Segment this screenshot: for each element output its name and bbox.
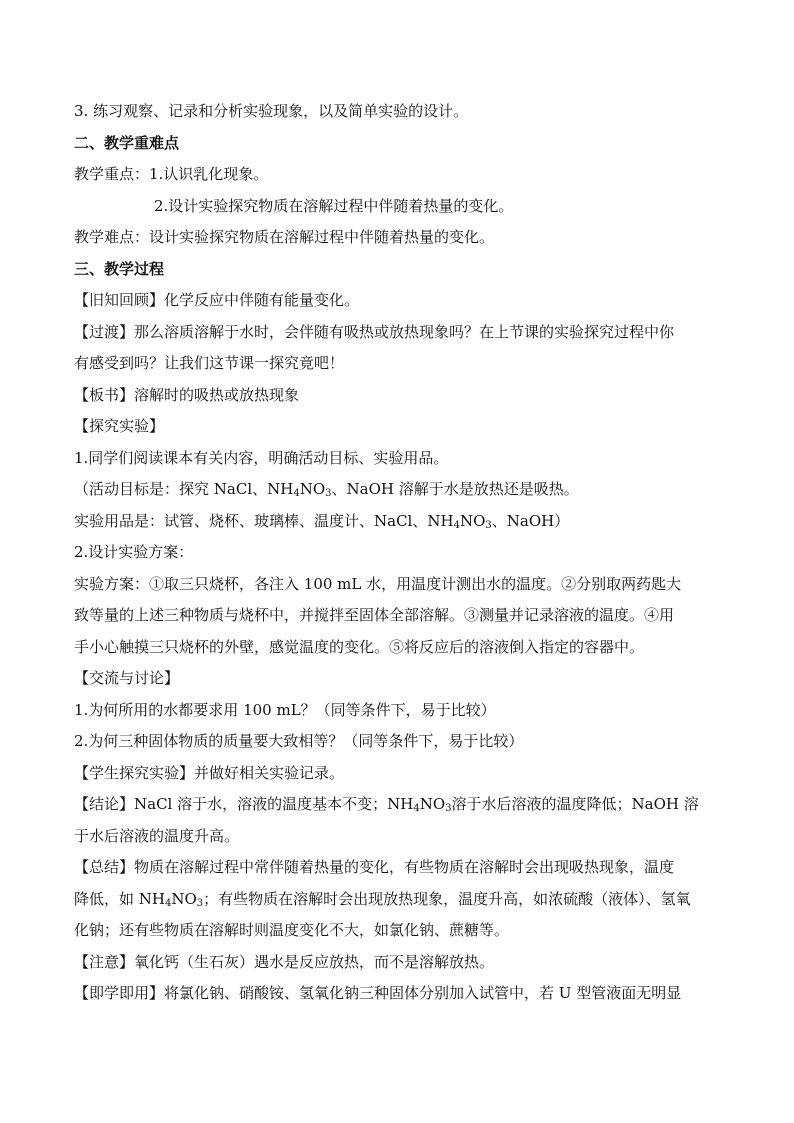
goal-text-b: NO [299, 480, 326, 498]
apply-paragraph [74, 978, 724, 1010]
difficult-point: 教学难点：设计实验探究物质在溶解过程中伴随着热量的变化。 [74, 228, 495, 246]
document-page [74, 96, 724, 1010]
conclusion-text-c: 溶于水后溶液的温度降低；NaOH 溶 [451, 795, 699, 813]
transition-tag: 【过渡】 [74, 322, 135, 341]
summary-sub-1: 4 [164, 897, 172, 909]
key-point-1: 教学重点：1.认识乳化现象。 [74, 165, 269, 183]
objective-3: 3. 练习观察、记录和分析实验现象，以及简单实验的设计。 [74, 102, 469, 120]
key-point-2: 2.设计实验探究物质在溶解过程中伴随着热量的变化。 [154, 196, 514, 215]
goal-text-a: （活动目标是：探究 NaCl、NH [74, 480, 294, 498]
apply-tag: 【即学即用】 [74, 984, 165, 1002]
conclusion-sub-1: 4 [413, 803, 420, 814]
conclusion-text-b: NO [419, 795, 446, 813]
transition-text-1: 那么溶质溶解于水时，会伴随有吸热或放热现象吗？在上节课的实验探究过程中你 [134, 322, 675, 341]
discussion-question-1: 1.为何所用的水都要求用 100 mL？（同等条件下，易于比较） [74, 700, 496, 719]
summary-tag: 【总结】 [74, 858, 135, 876]
note-tag: 【注意】 [74, 952, 135, 971]
summary-line-1 [74, 852, 724, 884]
explore-step-1: 1.同学们阅读课本有关内容，明确活动目标、实验用品。 [74, 448, 449, 467]
conclusion-tag: 【结论】 [74, 795, 135, 813]
discussion-tag: 【交流与讨论】 [74, 669, 180, 687]
goal-sub-1: 4 [293, 488, 300, 499]
plan-line-1: 实验方案：①取三只烧杯，各注入 100 mL 水，用温度计测出水的温度。②分别取两药匙大 [74, 574, 682, 593]
student-experiment [74, 758, 724, 790]
section-heading-2: 二、教学重难点 [74, 133, 180, 152]
section-heading-3: 三、教学过程 [74, 259, 165, 278]
conclusion-line-2: 于水后溶液的温度升高。 [74, 826, 240, 845]
student-text: 并做好相关实验记录。 [194, 763, 345, 782]
items-text-a: 实验用品是：试管、烧杯、玻璃棒、温度计、NaCl、NH [74, 511, 454, 530]
goal-text-c: 、NaOH 溶解于水是放热还是吸热。 [331, 480, 579, 498]
conclusion-sub-2: 3 [445, 803, 452, 814]
apply-text: 将氯化钠、硝酸铵、氢氧化钠三种固体分别加入试管中，若 U 型管液面无明显 [164, 984, 682, 1002]
transition-line-2: 有感受到吗？让我们这节课一探究竟吧！ [74, 354, 345, 372]
transition-line-1 [74, 317, 724, 349]
note-paragraph [74, 947, 724, 979]
explore-tag: 【探究实验】 [74, 417, 165, 435]
goal-sub-2: 3 [325, 488, 332, 499]
review-text: 化学反应中伴随有能量变化。 [164, 291, 360, 309]
student-tag: 【学生探究实验】 [74, 763, 195, 782]
explore-step-2: 2.设计实验方案： [74, 543, 194, 561]
discussion-question-2: 2.为何三种固体物质的质量要大致相等？（同等条件下，易于比较） [74, 732, 524, 750]
summary-text-2a: 降低，如 NH [74, 889, 165, 908]
summary-sub-2: 3 [196, 897, 204, 909]
lab-items [74, 506, 724, 538]
plan-line-2: 致等量的上述三种物质与烧杯中，并搅拌至固体全部溶解。③测量并记录溶液的温度。④用 [74, 606, 675, 624]
conclusion-text-a: NaCl 溶于水，溶液的温度基本不变；NH [134, 795, 414, 813]
review-paragraph [74, 285, 724, 317]
board-text: 溶解时的吸热或放热现象 [134, 385, 300, 404]
conclusion-line-1 [74, 789, 724, 821]
board-tag: 【板书】 [74, 385, 135, 404]
summary-line-2 [74, 884, 724, 916]
summary-text-1: 物质在溶解过程中常伴随着热量的变化，有些物质在溶解时会出现吸热现象，温度 [134, 858, 675, 876]
summary-line-3: 化钠；还有些物质在溶解时则温度变化不大，如氯化钠、蔗糖等。 [74, 921, 510, 939]
items-text-c: 、NaOH） [491, 511, 570, 530]
plan-line-3: 手小心触摸三只烧杯的外壁，感觉温度的变化。⑤将反应后的溶液倒入指定的容器中。 [74, 637, 645, 656]
summary-text-2c: ；有些物质在溶解时会出现放热现象，温度升高，如浓硫酸（液体）、氢氧 [203, 889, 691, 908]
items-text-b: NO [459, 511, 486, 530]
activity-goal [74, 474, 724, 506]
note-text: 氧化钙（生石灰）遇水是反应放热，而不是溶解放热。 [134, 952, 495, 971]
board-paragraph [74, 380, 724, 412]
summary-text-2b: NO [171, 889, 197, 908]
items-sub-1: 4 [453, 519, 460, 531]
items-sub-2: 3 [485, 519, 492, 531]
review-tag: 【旧知回顾】 [74, 291, 165, 309]
